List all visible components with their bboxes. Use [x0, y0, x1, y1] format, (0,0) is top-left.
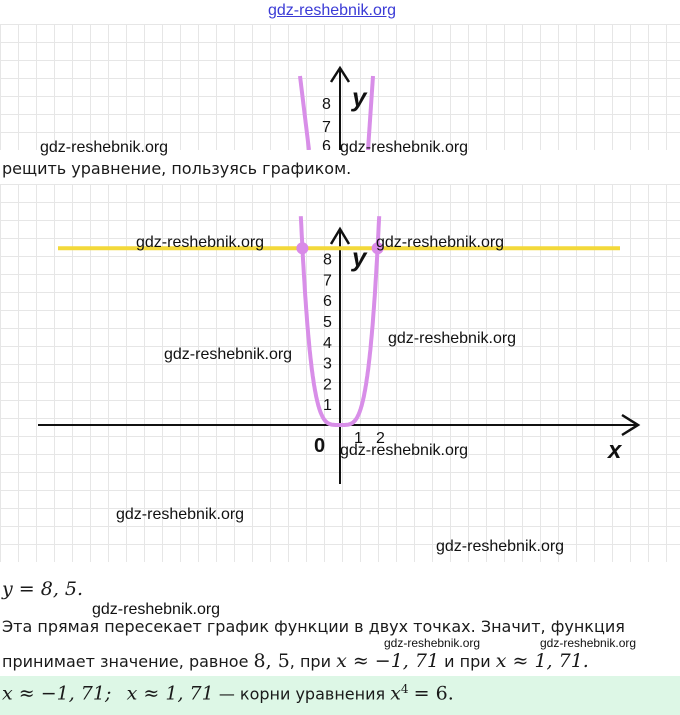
answer-box [0, 676, 680, 715]
answer-eq-exp: 4 [400, 682, 409, 696]
y-tick-label-2: 2 [323, 376, 332, 394]
sentence-2-mid-2: и при [444, 652, 491, 671]
watermark: gdz-reshebnik.org [388, 330, 517, 347]
y-tick-label-3: 3 [323, 355, 332, 373]
top-graph-crop [0, 24, 680, 156]
watermark: gdz-reshebnik.org [136, 234, 265, 251]
answer-line [2, 682, 454, 704]
watermark: gdz-reshebnik.org [92, 601, 221, 618]
root-2: x ≈ 1, 71. [495, 650, 589, 672]
y-tick-label-6: 6 [323, 293, 332, 311]
answer-eq-rest: = 6. [413, 682, 454, 705]
top-tick-6: 6 [322, 138, 331, 150]
y-tick-label-8: 8 [323, 251, 332, 269]
watermark: gdz-reshebnik.org [436, 538, 565, 555]
y-tick-label-5: 5 [323, 314, 332, 331]
y-tick-label-1: 1 [323, 397, 332, 415]
watermark: gdz-reshebnik.org [340, 139, 469, 156]
top-y-label: y [352, 82, 367, 112]
solution-sentence-2 [2, 650, 589, 672]
top-tick-8: 8 [322, 96, 331, 113]
origin-label: 0 [314, 435, 326, 457]
answer-text: — корни уравнения [218, 684, 386, 704]
line-equation: y = 8, 5. [2, 578, 84, 600]
sentence-2-mid-1: , при [289, 652, 331, 671]
answer-root-2: x ≈ 1, 71 [126, 682, 214, 705]
solution-sentence-1: Эта прямая пересекает график функции в двух точках. Значит, функция [2, 617, 625, 636]
intersection-point-1 [296, 242, 308, 254]
y-tick-label-4: 4 [323, 334, 332, 352]
watermark: gdz-reshebnik.org [340, 442, 469, 459]
y-tick-label-7: 7 [323, 272, 332, 290]
function-graph [0, 184, 680, 562]
top-graph-svg [0, 24, 680, 150]
watermark: gdz-reshebnik.org [540, 636, 637, 650]
task-text: рещить уравнение, пользуясь графиком. [2, 159, 352, 178]
answer-root-1: x ≈ −1, 71; [2, 682, 112, 705]
watermark: gdz-reshebnik.org [384, 636, 481, 650]
answer-eq-base: x [390, 682, 401, 705]
value-8-5: 8, 5 [253, 650, 290, 672]
sentence-2-prefix: принимает значение, равное [2, 652, 249, 671]
root-1: x ≈ −1, 71 [336, 650, 440, 672]
y-axis-label: y [352, 242, 367, 272]
x-tick-label-2: 2 [376, 430, 385, 447]
watermark: gdz-reshebnik.org [164, 346, 293, 363]
x-axis-label: x [608, 437, 622, 464]
watermark: gdz-reshebnik.org [376, 234, 505, 251]
watermark: gdz-reshebnik.org [116, 506, 245, 523]
top-watermark-link[interactable]: gdz-reshebnik.org [268, 2, 397, 19]
watermark: gdz-reshebnik.org [40, 139, 169, 156]
top-parabola-left-branch [300, 76, 309, 150]
x-tick-label-1: 1 [354, 430, 363, 447]
top-tick-7: 7 [322, 119, 331, 136]
main-graph-area [0, 184, 680, 562]
